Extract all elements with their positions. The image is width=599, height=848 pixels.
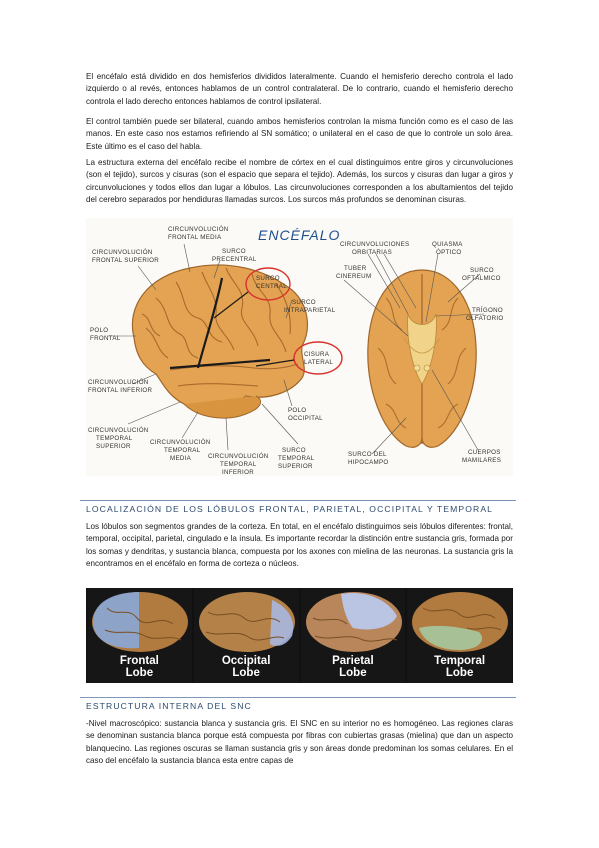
paragraph-lobes: Los lóbulos son segmentos grandes de la corteza. En total, en el encéfalo distinguimos seis lóbulos diferentes: frontal, temporal, occipital, parietal, cingulado e la ínsula. Es importante recordar la distinción entre sustancia gris, formada por los somas y dendritas, y sustancia blanca, compuesta por los axones con mielina de las neuronas. La sustancia gris la encontramos en el encéfalo en forma de corteza o núcleos. <box>86 522 513 568</box>
lobe-label-parietal: Parietal Lobe <box>332 655 374 679</box>
paragraph-snc: -Nivel macroscópico: sustancia blanca y sustancia gris. El SNC en su interior no es homogéneo. Las regiones claras se denominan sustancia blanca porque está compuesta por fibras con cubiertas grasas (mielina) que dan un aspecto blanquecino. Las regiones oscuras se llaman sustancia gris y son áreas donde predominan los somas celulares. En el caso del encéfalo la sustancia blanca esta entre capas de <box>86 719 513 765</box>
svg-text:HIPOCAMPO: HIPOCAMPO <box>348 459 389 466</box>
svg-text:TRÍGONO: TRÍGONO <box>472 307 503 314</box>
section-rule-lobes <box>80 500 516 501</box>
svg-text:LATERAL: LATERAL <box>304 359 334 366</box>
paragraph-cortex-structure: La estructura externa del encéfalo recibe el nombre de córtex en el cual distinguimos entre giros y circunvoluciones (son el tejido), surcos y cisuras (son el espacio que separa el tejido). Además, los surcos y cisuras dan lugar a giros y circunvoluciones y todos ellos dan lugar a lóbulos. Las circunvoluciones corresponden a los abultamientos del tejido del cerebro separados por hendiduras llamadas surcos. Los surcos más profundos se denominan cisuras. <box>86 158 513 204</box>
svg-text:CIRCUNVOLUCIÓN: CIRCUNVOLUCIÓN <box>208 453 269 460</box>
svg-text:TEMPORAL: TEMPORAL <box>220 461 257 468</box>
svg-text:SURCO DEL: SURCO DEL <box>348 451 387 458</box>
svg-text:POLO: POLO <box>288 407 307 414</box>
lobe-label-temporal: Temporal Lobe <box>434 655 486 679</box>
svg-text:ORBITARIAS: ORBITARIAS <box>352 249 393 256</box>
svg-text:CIRCUNVOLUCIÓN: CIRCUNVOLUCIÓN <box>92 249 153 256</box>
svg-text:ÓPTICO: ÓPTICO <box>436 249 462 256</box>
svg-text:FRONTAL: FRONTAL <box>90 335 121 342</box>
svg-text:SUPERIOR: SUPERIOR <box>278 463 313 470</box>
lobe-frontal <box>87 588 192 683</box>
svg-text:INFERIOR: INFERIOR <box>222 469 254 476</box>
svg-text:FRONTAL MEDIA: FRONTAL MEDIA <box>168 234 222 241</box>
svg-text:CENTRAL: CENTRAL <box>256 283 287 290</box>
svg-text:TUBER: TUBER <box>344 265 367 272</box>
svg-text:FRONTAL SUPERIOR: FRONTAL SUPERIOR <box>92 257 160 264</box>
lobes-image <box>86 588 513 683</box>
brain-diagram-svg <box>86 218 513 476</box>
svg-text:CISURA: CISURA <box>304 351 330 358</box>
svg-text:FRONTAL INFERIOR: FRONTAL INFERIOR <box>88 387 153 394</box>
svg-text:MAMILARES: MAMILARES <box>462 457 502 464</box>
svg-text:CIRCUNVOLUCIÓN: CIRCUNVOLUCIÓN <box>150 439 211 446</box>
svg-text:SURCO: SURCO <box>222 248 246 255</box>
svg-text:CIRCUNVOLUCIÓN: CIRCUNVOLUCIÓN <box>88 379 149 386</box>
figure-title: ENCÉFALO <box>258 227 341 243</box>
lobe-occipital <box>194 588 299 683</box>
lobe-temporal <box>407 588 512 683</box>
svg-text:SURCO: SURCO <box>470 267 494 274</box>
svg-text:SUPERIOR: SUPERIOR <box>96 443 131 450</box>
svg-text:TEMPORAL: TEMPORAL <box>96 435 133 442</box>
heading-snc: ESTRUCTURA INTERNA DEL SNC <box>86 701 252 711</box>
svg-text:CINEREUM: CINEREUM <box>336 273 372 280</box>
svg-text:OCCIPITAL: OCCIPITAL <box>288 415 323 422</box>
ventral-brain <box>368 270 476 447</box>
svg-text:SURCO: SURCO <box>256 275 280 282</box>
lobe-label-frontal: Frontal Lobe <box>119 655 159 679</box>
brain-diagram <box>86 218 513 476</box>
svg-text:QUIASMA: QUIASMA <box>432 241 463 248</box>
svg-text:TEMPORAL: TEMPORAL <box>164 447 201 454</box>
svg-text:TEMPORAL: TEMPORAL <box>278 455 315 462</box>
svg-text:PRECENTRAL: PRECENTRAL <box>212 256 257 263</box>
svg-text:CIRCUNVOLUCIÓN: CIRCUNVOLUCIÓN <box>88 427 149 434</box>
svg-text:POLO: POLO <box>90 327 109 334</box>
section-rule-snc <box>80 697 516 698</box>
svg-text:CUERPOS: CUERPOS <box>468 449 501 456</box>
svg-text:SURCO: SURCO <box>282 447 306 454</box>
svg-text:OFTÁLMICO: OFTÁLMICO <box>462 275 501 282</box>
svg-text:INTRAPARIETAL: INTRAPARIETAL <box>284 307 336 314</box>
svg-text:OLFATORIO: OLFATORIO <box>466 315 504 322</box>
paragraph-hemispheres: El encéfalo está dividido en dos hemisferios divididos lateralmente. Cuando el hemisferio derecho controla el lado izquierdo o al revés, entonces hablamos de un control contralateral. De lo contrario, cuando el hemisferio derecho controla el lado derecho entonces hablamos de control ipsilateral. <box>86 72 513 106</box>
lobe-label-occipital: Occipital Lobe <box>221 655 271 679</box>
paragraph-bilateral-control: El control también puede ser bilateral, cuando ambos hemisferios controlan la misma función como es el caso de las manos. En este caso nos estamos refiriendo al SN somático; o unilateral en el caso de que lo controle un solo área. Este último es el caso del habla. <box>86 117 513 151</box>
lobe-parietal <box>301 588 406 683</box>
svg-text:MEDIA: MEDIA <box>170 455 192 462</box>
svg-text:SURCO: SURCO <box>292 299 316 306</box>
svg-text:CIRCUNVOLUCIONES: CIRCUNVOLUCIONES <box>340 241 410 248</box>
svg-text:CIRCUNVOLUCIÓN: CIRCUNVOLUCIÓN <box>168 226 229 233</box>
heading-lobes: LOCALIZACIÓN DE LOS LÓBULOS FRONTAL, PARIETAL, OCCIPITAL Y TEMPORAL <box>86 504 494 514</box>
